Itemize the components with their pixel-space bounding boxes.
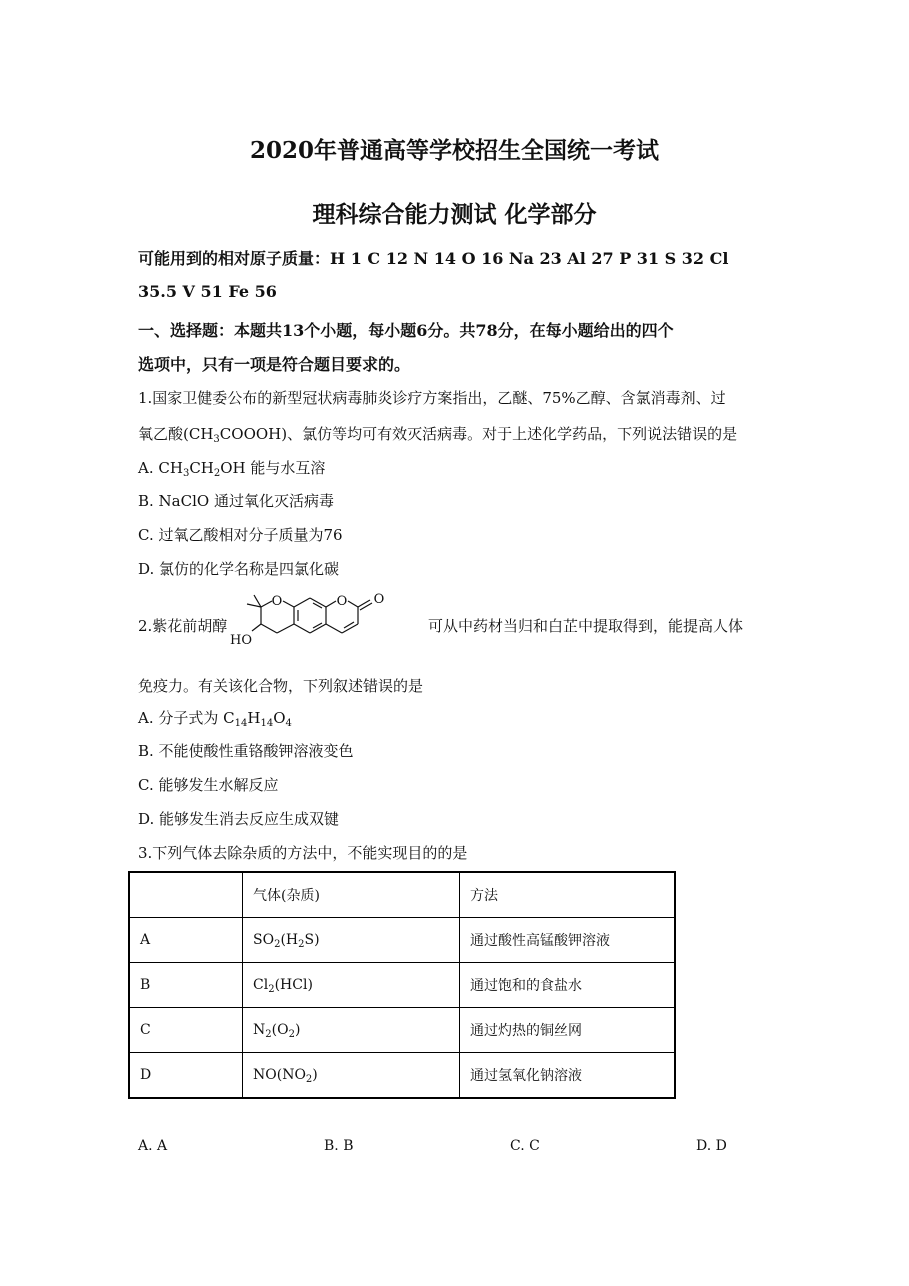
table-row bbox=[129, 1008, 675, 1053]
q1-option-a: A. $CH_3CH_2OH$ 能与水互溶 bbox=[138, 459, 326, 479]
table-cell-label: C bbox=[129, 1008, 243, 1053]
table-cell-label: A bbox=[129, 918, 243, 963]
molecule-structure bbox=[222, 589, 422, 655]
table-header-cell bbox=[129, 872, 243, 918]
table-cell-method: 通过酸性高锰酸钾溶液 bbox=[460, 918, 676, 963]
exam-subtitle: 理科综合能力测试 化学部分 bbox=[312, 201, 597, 228]
table-row bbox=[129, 918, 675, 963]
q1-stem-line2: 氧乙酸$(CH_3COOOH)$、氯仿等均可有效灭活病毒。对于上述化学药品，下列说法错误的是 bbox=[138, 425, 738, 445]
table-cell-method: 通过氢氧化钠溶液 bbox=[460, 1053, 676, 1099]
table-cell-label: D bbox=[129, 1053, 243, 1099]
q2-option-c: C. 能够发生水解反应 bbox=[138, 776, 279, 794]
atomic-mass-line2: 35.5 V 51 Fe 56 bbox=[138, 282, 277, 301]
table-header-cell: 气体(杂质) bbox=[243, 872, 460, 918]
mol-hydroxyl: HO bbox=[230, 633, 252, 648]
q2-stem-prefix: 2.紫花前胡醇 bbox=[138, 617, 228, 635]
table-row bbox=[129, 1053, 675, 1099]
q3-answer-b: B. B bbox=[324, 1138, 354, 1154]
mol-oxygen-1: O bbox=[271, 594, 283, 609]
mol-oxygen-3: O bbox=[373, 592, 385, 607]
mol-oxygen-2: O bbox=[336, 594, 348, 609]
table-cell-method: 通过饱和的食盐水 bbox=[460, 963, 676, 1008]
q3-answer-a: A. A bbox=[138, 1138, 168, 1154]
table-cell-gas: $N_2(O_2)$ bbox=[243, 1008, 460, 1053]
table-cell-gas: $SO_2(H_2S)$ bbox=[243, 918, 460, 963]
q1-option-b: B. NaClO 通过氧化灭活病毒 bbox=[138, 492, 334, 510]
q2-option-b: B. 不能使酸性重铬酸钾溶液变色 bbox=[138, 742, 354, 760]
table-cell-gas: $Cl_2(HCl)$ bbox=[243, 963, 460, 1008]
q2-option-a: A. 分子式为 $C_{14}H_{14}O_4$ bbox=[138, 709, 292, 729]
q1-stem-line1: 1.国家卫健委公布的新型冠状病毒肺炎诊疗方案指出，乙醚、75%乙醇、含氯消毒剂、过 bbox=[138, 389, 726, 407]
q2-stem-suffix: 可从中药材当归和白芷中提取得到，能提高人体 bbox=[428, 617, 744, 635]
table-header-row bbox=[129, 872, 675, 918]
q1-option-d: D. 氯仿的化学名称是四氯化碳 bbox=[138, 560, 340, 578]
table-cell-label: B bbox=[129, 963, 243, 1008]
exam-title: 2020年普通高等学校招生全国统一考试 bbox=[249, 137, 659, 164]
table-cell-gas: $NO(NO_2)$ bbox=[243, 1053, 460, 1099]
q2-stem-line2: 免疫力。有关该化合物，下列叙述错误的是 bbox=[138, 677, 424, 695]
gas-purification-table bbox=[128, 871, 676, 1099]
table-row bbox=[129, 963, 675, 1008]
table-header-cell: 方法 bbox=[460, 872, 676, 918]
q3-stem: 3.下列气体去除杂质的方法中，不能实现目的的是 bbox=[138, 844, 468, 862]
atomic-mass-line1: 可能用到的相对原子质量：H 1 C 12 N 14 O 16 Na 23 Al 27 P 31 S 32 Cl bbox=[138, 249, 729, 268]
section-heading-line1: 一、选择题：本题共13个小题，每小题6分。共78分，在每小题给出的四个 bbox=[138, 321, 674, 340]
q3-answer-d: D. D bbox=[696, 1138, 727, 1154]
q3-answer-c: C. C bbox=[510, 1138, 540, 1154]
q2-option-d: D. 能够发生消去反应生成双键 bbox=[138, 810, 340, 828]
q1-option-c: C. 过氧乙酸相对分子质量为76 bbox=[138, 526, 343, 544]
table-cell-method: 通过灼热的铜丝网 bbox=[460, 1008, 676, 1053]
section-heading-line2: 选项中，只有一项是符合题目要求的。 bbox=[138, 355, 411, 374]
